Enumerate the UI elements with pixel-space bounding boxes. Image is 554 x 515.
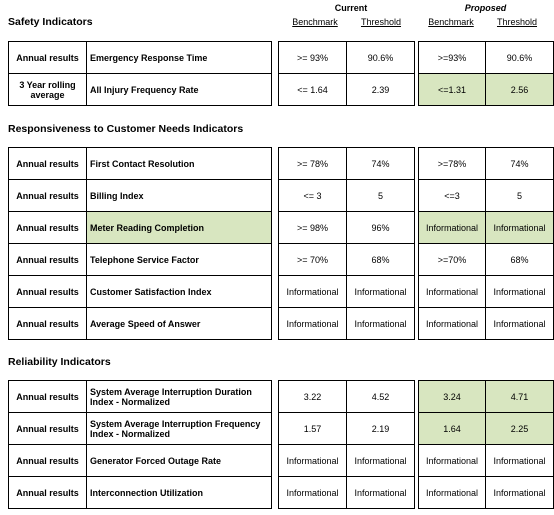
proposed-threshold-cell: 4.71 bbox=[486, 381, 554, 413]
proposed-threshold-cell: 74% bbox=[486, 148, 554, 180]
current-benchmark-cell: Informational bbox=[279, 308, 347, 340]
current-threshold-cell: 90.6% bbox=[347, 42, 415, 74]
proposed-threshold-cell: 68% bbox=[486, 244, 554, 276]
proposed-threshold-cell: 2.56 bbox=[486, 74, 554, 106]
table-row bbox=[279, 381, 415, 413]
reliability-proposed-table bbox=[418, 380, 554, 509]
current-threshold-cell: 74% bbox=[347, 148, 415, 180]
current-threshold-cell: 96% bbox=[347, 212, 415, 244]
table-row bbox=[9, 212, 272, 244]
table-row bbox=[9, 381, 272, 413]
current-benchmark-cell: Informational bbox=[279, 445, 347, 477]
metric-name: First Contact Resolution bbox=[87, 148, 272, 180]
responsiveness-current-table bbox=[278, 147, 415, 340]
current-threshold-cell: 68% bbox=[347, 244, 415, 276]
current-threshold-cell: 2.19 bbox=[347, 413, 415, 445]
reliability-label-table bbox=[8, 380, 272, 509]
table-row bbox=[279, 74, 415, 106]
current-benchmark-cell: >= 98% bbox=[279, 212, 347, 244]
metric-name: Generator Forced Outage Rate bbox=[87, 445, 272, 477]
row-label: Annual results bbox=[9, 381, 87, 413]
metric-name: Customer Satisfaction Index bbox=[87, 276, 272, 308]
table-row bbox=[419, 308, 554, 340]
proposed-threshold-cell: 5 bbox=[486, 180, 554, 212]
row-label: 3 Year rolling average bbox=[9, 74, 87, 106]
proposed-benchmark-cell: >=78% bbox=[419, 148, 486, 180]
proposed-threshold-cell: Informational bbox=[486, 212, 554, 244]
table-row bbox=[419, 244, 554, 276]
safety-current-table bbox=[278, 41, 415, 106]
current-threshold-cell: 2.39 bbox=[347, 74, 415, 106]
proposed-benchmark-cell: 3.24 bbox=[419, 381, 486, 413]
proposed-benchmark-cell: 1.64 bbox=[419, 413, 486, 445]
proposed-benchmark-cell: <=3 bbox=[419, 180, 486, 212]
row-label: Annual results bbox=[9, 477, 87, 509]
header-proposed-threshold: Threshold bbox=[496, 17, 538, 27]
current-threshold-cell: Informational bbox=[347, 445, 415, 477]
metric-name: Emergency Response Time bbox=[87, 42, 272, 74]
table-row bbox=[419, 445, 554, 477]
row-label: Annual results bbox=[9, 445, 87, 477]
proposed-benchmark-cell: >=93% bbox=[419, 42, 486, 74]
table-row bbox=[279, 477, 415, 509]
current-benchmark-cell: <= 1.64 bbox=[279, 74, 347, 106]
current-threshold-cell: Informational bbox=[347, 477, 415, 509]
header-current-benchmark: Benchmark bbox=[292, 17, 338, 27]
row-label: Annual results bbox=[9, 148, 87, 180]
table-row bbox=[9, 413, 272, 445]
table-row bbox=[419, 212, 554, 244]
table-row bbox=[419, 477, 554, 509]
table-row bbox=[9, 244, 272, 276]
header-proposed: Proposed bbox=[464, 3, 507, 13]
metric-name: All Injury Frequency Rate bbox=[87, 74, 272, 106]
current-benchmark-cell: >= 70% bbox=[279, 244, 347, 276]
section-title-reliability: Reliability Indicators bbox=[8, 356, 111, 368]
metric-name: Meter Reading Completion bbox=[87, 212, 272, 244]
metric-name: Average Speed of Answer bbox=[87, 308, 272, 340]
row-label: Annual results bbox=[9, 180, 87, 212]
header-current-threshold: Threshold bbox=[360, 17, 402, 27]
row-label: Annual results bbox=[9, 276, 87, 308]
current-benchmark-cell: Informational bbox=[279, 276, 347, 308]
metric-name: Billing Index bbox=[87, 180, 272, 212]
proposed-benchmark-cell: <=1.31 bbox=[419, 74, 486, 106]
row-label: Annual results bbox=[9, 212, 87, 244]
current-benchmark-cell: >= 78% bbox=[279, 148, 347, 180]
table-row bbox=[419, 74, 554, 106]
table-row bbox=[9, 42, 272, 74]
table-row bbox=[419, 180, 554, 212]
table-row bbox=[279, 413, 415, 445]
proposed-benchmark-cell: Informational bbox=[419, 477, 486, 509]
proposed-benchmark-cell: Informational bbox=[419, 445, 486, 477]
table-row bbox=[419, 276, 554, 308]
current-threshold-cell: Informational bbox=[347, 308, 415, 340]
table-row bbox=[9, 180, 272, 212]
row-label: Annual results bbox=[9, 413, 87, 445]
header-current: Current bbox=[334, 3, 368, 13]
responsiveness-proposed-table bbox=[418, 147, 554, 340]
section-title-safety: Safety Indicators bbox=[8, 16, 93, 28]
metric-name: System Average Interruption Frequency Index - Normalized bbox=[87, 413, 272, 445]
current-benchmark-cell: 1.57 bbox=[279, 413, 347, 445]
header-proposed-benchmark: Benchmark bbox=[428, 17, 474, 27]
metric-name: Telephone Service Factor bbox=[87, 244, 272, 276]
current-threshold-cell: 4.52 bbox=[347, 381, 415, 413]
row-label: Annual results bbox=[9, 42, 87, 74]
responsiveness-label-table bbox=[8, 147, 272, 340]
row-label: Annual results bbox=[9, 308, 87, 340]
proposed-benchmark-cell: Informational bbox=[419, 212, 486, 244]
proposed-threshold-cell: Informational bbox=[486, 308, 554, 340]
table-row bbox=[279, 276, 415, 308]
table-row bbox=[279, 212, 415, 244]
table-row bbox=[279, 148, 415, 180]
proposed-threshold-cell: Informational bbox=[486, 445, 554, 477]
table-row bbox=[419, 42, 554, 74]
section-title-responsiveness: Responsiveness to Customer Needs Indicators bbox=[8, 123, 244, 135]
current-benchmark-cell: >= 93% bbox=[279, 42, 347, 74]
table-row bbox=[419, 148, 554, 180]
table-row bbox=[9, 445, 272, 477]
current-threshold-cell: 5 bbox=[347, 180, 415, 212]
metric-name: Interconnection Utilization bbox=[87, 477, 272, 509]
table-row bbox=[419, 413, 554, 445]
table-row bbox=[279, 244, 415, 276]
reliability-current-table bbox=[278, 380, 415, 509]
safety-proposed-table bbox=[418, 41, 554, 106]
proposed-threshold-cell: 90.6% bbox=[486, 42, 554, 74]
proposed-threshold-cell: Informational bbox=[486, 477, 554, 509]
table-row bbox=[279, 445, 415, 477]
table-row bbox=[419, 381, 554, 413]
current-benchmark-cell: <= 3 bbox=[279, 180, 347, 212]
metric-name: System Average Interruption Duration Index - Normalized bbox=[87, 381, 272, 413]
table-row bbox=[279, 42, 415, 74]
table-row bbox=[279, 180, 415, 212]
table-row bbox=[9, 148, 272, 180]
current-benchmark-cell: Informational bbox=[279, 477, 347, 509]
table-row bbox=[9, 308, 272, 340]
proposed-benchmark-cell: >=70% bbox=[419, 244, 486, 276]
table-row bbox=[9, 477, 272, 509]
table-row bbox=[279, 308, 415, 340]
proposed-threshold-cell: Informational bbox=[486, 276, 554, 308]
current-threshold-cell: Informational bbox=[347, 276, 415, 308]
proposed-threshold-cell: 2.25 bbox=[486, 413, 554, 445]
proposed-benchmark-cell: Informational bbox=[419, 308, 486, 340]
proposed-benchmark-cell: Informational bbox=[419, 276, 486, 308]
table-row bbox=[9, 74, 272, 106]
safety-label-table bbox=[8, 41, 272, 106]
current-benchmark-cell: 3.22 bbox=[279, 381, 347, 413]
row-label: Annual results bbox=[9, 244, 87, 276]
table-row bbox=[9, 276, 272, 308]
